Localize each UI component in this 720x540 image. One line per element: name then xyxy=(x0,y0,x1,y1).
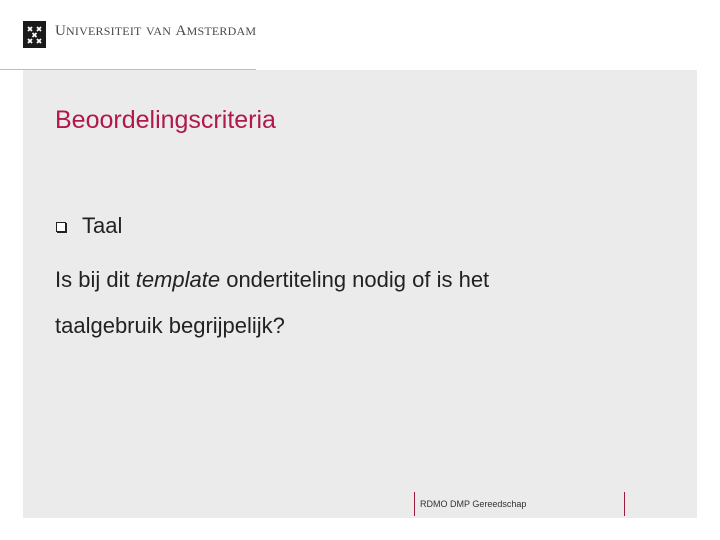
header xyxy=(0,0,720,70)
body-text-line-2: taalgebruik begrijpelijk? xyxy=(55,313,285,338)
slide-title: Beoordelingscriteria xyxy=(55,106,276,134)
slide-panel xyxy=(23,70,697,518)
footer-divider-left xyxy=(414,492,415,516)
footer-text: RDMO DMP Gereedschap xyxy=(420,499,527,509)
body-text-line-1: Is bij dit template ondertiteling nodig of is het xyxy=(55,267,490,292)
footer-divider-right xyxy=(624,492,625,516)
body-emphasis: template xyxy=(135,267,221,292)
checkbox-bullet-icon xyxy=(56,222,66,232)
uva-crest-icon xyxy=(23,21,46,48)
bullet-label: Taal xyxy=(82,213,123,238)
university-name: Universiteit van Amsterdam xyxy=(55,20,257,39)
